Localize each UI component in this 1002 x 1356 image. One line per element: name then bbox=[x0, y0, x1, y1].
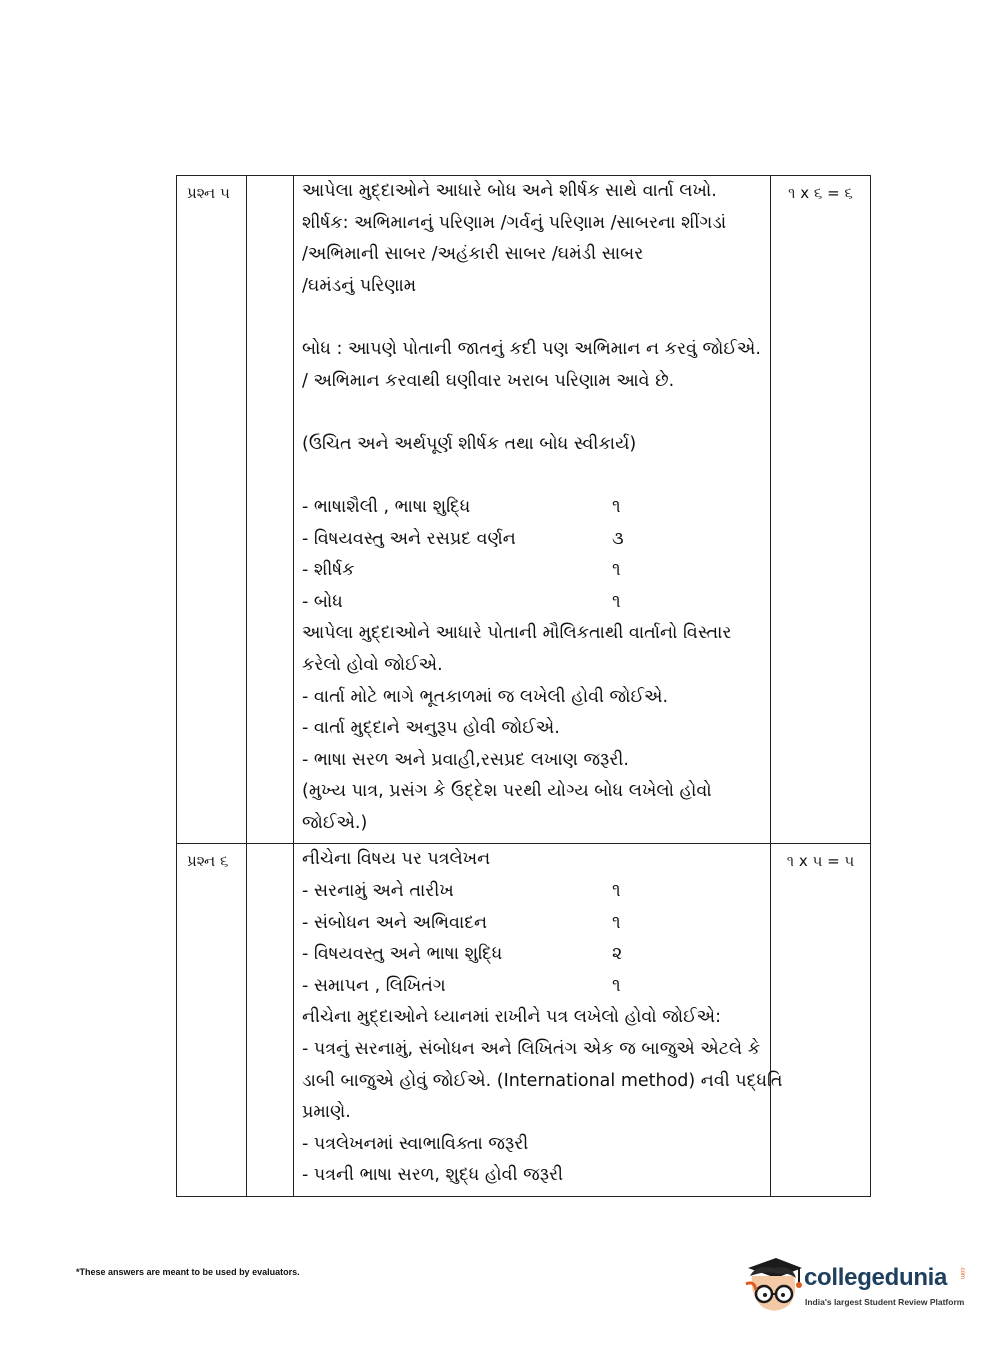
rubric-item bbox=[302, 492, 770, 524]
guideline-line: - ભાષા સરળ અને પ્રવાહી,રસપ્રદ લખાણ જરૂરી. bbox=[302, 749, 629, 770]
answer-line: બોધ : આપણે પોતાની જાતનું કદી પણ અભિમાન ન કરવું જોઈએ. bbox=[302, 338, 761, 359]
rubric-item bbox=[302, 971, 770, 1003]
question-number: પ્રશ્ન ૬ bbox=[177, 844, 247, 1197]
guideline-line: નીચેના મુદ્દાઓને ધ્યાનમાં રાખીને પત્ર લખેલો હોવો જોઈએ: bbox=[302, 1007, 722, 1028]
rubric-marks: ૧ bbox=[612, 496, 621, 517]
rubric-label: - સરનામું અને તારીખ bbox=[302, 881, 454, 902]
rubric-label: - સમાપન , લિખિતંગ bbox=[302, 975, 446, 996]
rubric-label: - શીર્ષક bbox=[302, 560, 355, 581]
question-number: પ્રશ્ન ૫ bbox=[177, 176, 247, 844]
rubric-label: - સંબોધન અને અભિવાદન bbox=[302, 912, 488, 933]
marks-cell: ૧ x ૬ = ૬ bbox=[771, 176, 871, 844]
answer-line: નીચેના વિષય પર પત્રલેખન bbox=[302, 849, 491, 870]
logo-wordmark: collegedunia bbox=[804, 1264, 948, 1291]
rubric-item bbox=[302, 587, 770, 619]
rubric-label: - વિષયવસ્તુ અને રસપ્રદ વર્ણન bbox=[302, 528, 516, 549]
guideline-line: - વાર્તા મુદ્દાને અનુરૂપ હોવી જોઈએ. bbox=[302, 718, 560, 739]
evaluator-footnote: *These answers are meant to be used by evaluators. bbox=[76, 1267, 300, 1277]
mascot-icon bbox=[742, 1254, 804, 1316]
rubric-item bbox=[302, 908, 770, 940]
guideline-line: જોઈએ.) bbox=[302, 812, 368, 833]
rubric-label: - બોધ bbox=[302, 591, 343, 612]
rubric-marks: ૧ bbox=[612, 560, 621, 581]
guideline-line: પ્રમાણે. bbox=[302, 1102, 351, 1123]
question-row bbox=[177, 176, 871, 844]
rubric-marks: ૧ bbox=[612, 912, 621, 933]
guideline-line: - પત્રનું સરનામું, સંબોધન અને લિખિતંગ એક જ બાજુએ એટલે કે bbox=[302, 1039, 761, 1060]
rubric-marks: ૩ bbox=[612, 528, 624, 549]
rubric-item bbox=[302, 876, 770, 908]
guideline-line: - પત્રલેખનમાં સ્વાભાવિક્તા જરૂરી bbox=[302, 1133, 529, 1154]
guideline-line: ડાબી બાજુએ હોવું જોઈએ. (International method) નવી પદ્ધતિ bbox=[302, 1070, 783, 1091]
guideline-line: (મુખ્ય પાત્ર, પ્રસંગ કે ઉદ્દેશ પરથી યોગ્ય બોધ લખેલો હોવો bbox=[302, 781, 712, 802]
rubric-marks: ૧ bbox=[612, 975, 621, 996]
answer-line: /અભિમાની સાબર /અહંકારી સાબર /ઘમંડી સાબર bbox=[302, 244, 644, 265]
answer-line: /ઘમંડનું પરિણામ bbox=[302, 275, 417, 296]
guideline-line: - વાર્તા મોટે ભાગે ભૂતકાળમાં જ લખેલી હોવી જોઈએ. bbox=[302, 686, 669, 707]
answer-line bbox=[302, 460, 770, 492]
answer-line bbox=[302, 302, 770, 334]
answer-line bbox=[302, 397, 770, 429]
rubric-item bbox=[302, 555, 770, 587]
answer-key-table bbox=[176, 175, 871, 1197]
rubric-item bbox=[302, 524, 770, 556]
collegedunia-logo bbox=[742, 1250, 974, 1320]
rubric-marks: ૧ bbox=[612, 591, 621, 612]
question-row bbox=[177, 844, 871, 1197]
rubric-label: - વિષયવસ્તુ અને ભાષા શુદ્ધિ bbox=[302, 944, 503, 965]
rubric-marks: ૧ bbox=[612, 881, 621, 902]
empty-column-cell bbox=[247, 844, 294, 1197]
answer-body bbox=[294, 844, 783, 1197]
rubric-marks: ૨ bbox=[612, 944, 623, 965]
empty-column-cell bbox=[247, 176, 294, 844]
logo-tagline: India's largest Student Review Platform bbox=[805, 1297, 965, 1307]
answer-line: (ઉચિત અને અર્થપૂર્ણ શીર્ષક તથા બોધ સ્વીકાર્ય) bbox=[302, 433, 637, 454]
answer-body bbox=[294, 176, 771, 844]
marks-cell: ૧ x ૫ = ૫ bbox=[771, 844, 871, 1197]
logo-domain-suffix: .com bbox=[959, 1266, 965, 1280]
rubric-item bbox=[302, 939, 770, 971]
rubric-label: - ભાષાશૈલી , ભાષા શુદ્ધિ bbox=[302, 496, 471, 517]
answer-line: શીર્ષક: અભિમાનનું પરિણામ /ગર્વનું પરિણામ /સાબરના શીંગડાં bbox=[302, 212, 727, 233]
guideline-line: - પત્રની ભાષા સરળ, શુદ્ધ હોવી જરૂરી bbox=[302, 1165, 564, 1186]
guideline-line: આપેલા મુદ્દાઓને આધારે પોતાની મૌલિકતાથી વાર્તાનો વિસ્તાર bbox=[302, 623, 732, 644]
answer-line: / અભિમાન કરવાથી ઘણીવાર ખરાબ પરિણામ આવે છે. bbox=[302, 370, 675, 391]
guideline-line: કરેલો હોવો જોઈએ. bbox=[302, 654, 443, 675]
answer-line: આપેલા મુદ્દાઓને આધારે બોધ અને શીર્ષક સાથે વાર્તા લખો. bbox=[302, 181, 717, 201]
